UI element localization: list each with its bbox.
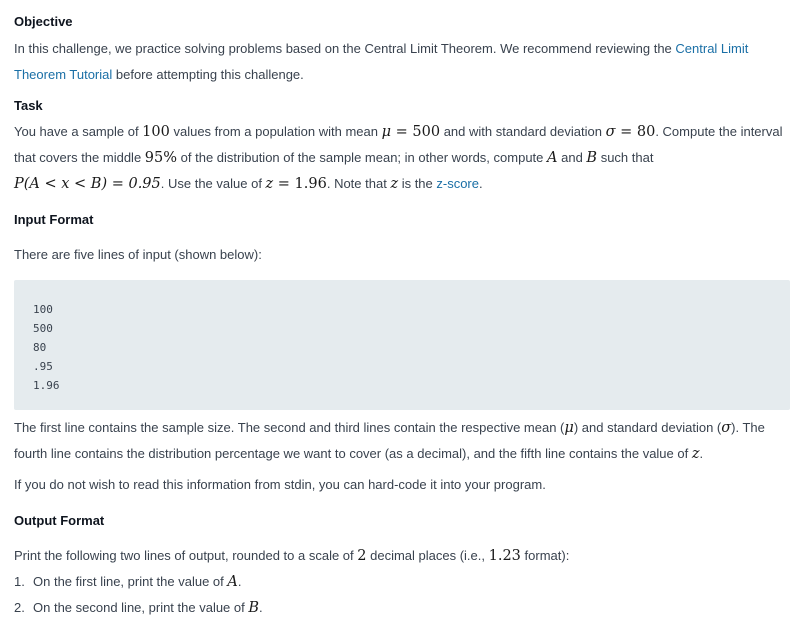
sample-input-block	[14, 280, 790, 410]
input-format-intro: There are five lines of input (shown below):	[14, 247, 262, 262]
sample-input-text: 100 500 80 .95 1.96	[33, 303, 60, 392]
task-heading: Task	[14, 98, 43, 113]
list-item: 1. On the first line, print the value of A.	[14, 574, 242, 590]
input-description-line-2: fourth line contains the distribution percentage we want to cover (as a decimal), and the fifth line contains the value of z.	[14, 446, 704, 462]
task-line-3: P(A < x < B) = 0.95. Use the value of z = 1.96. Note that z is the z-score.	[14, 176, 483, 192]
input-format-heading: Input Format	[14, 212, 94, 227]
objective-text-line-1: In this challenge, we practice solving problems based on the Central Limit Theorem. We recommend reviewing the Central Limit	[14, 41, 749, 56]
central-limit-link-continued[interactable]: Theorem Tutorial	[14, 67, 113, 82]
output-format-intro: Print the following two lines of output, rounded to a scale of 2 decimal places (i.e., 1.23 format):	[14, 548, 570, 564]
output-format-heading: Output Format	[14, 513, 105, 528]
input-note: If you do not wish to read this information from stdin, you can hard-code it into your program.	[14, 477, 546, 492]
list-item: 2. On the second line, print the value of B.	[14, 600, 263, 616]
z-score-link[interactable]: z-score	[436, 176, 479, 191]
objective-text-line-2: Theorem Tutorial before attempting this challenge.	[14, 67, 304, 82]
central-limit-link[interactable]: Central Limit	[675, 41, 749, 56]
task-line-1: You have a sample of 100 values from a population with mean μ = 500 and with standard deviation σ = 80. Compute the interval	[14, 124, 783, 140]
objective-heading: Objective	[14, 14, 73, 29]
input-description-line-1: The first line contains the sample size. The second and third lines contain the respective mean (μ) and standard deviation (σ). The	[14, 420, 765, 436]
task-line-2: that covers the middle 95% of the distribution of the sample mean; in other words, compute A and B such that	[14, 150, 654, 166]
